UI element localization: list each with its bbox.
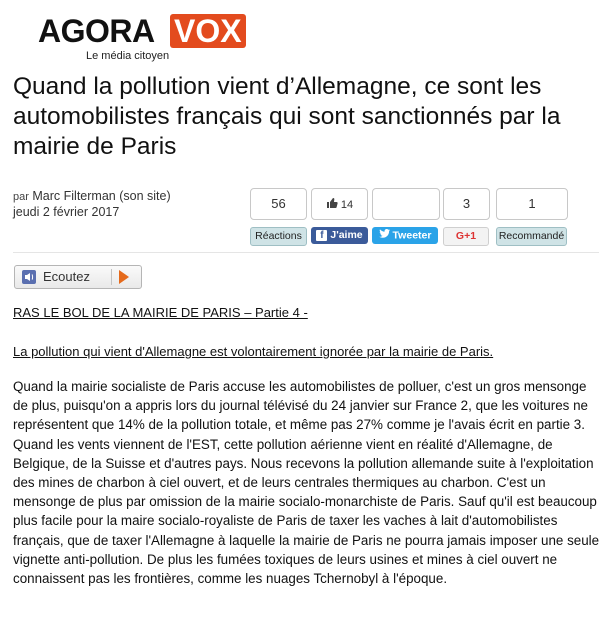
reactions-count[interactable]: 56: [250, 188, 307, 220]
section-subheading: La pollution qui vient d'Allemagne est volontairement ignorée par la mairie de Paris.: [13, 344, 494, 359]
thumbs-up-icon: [326, 190, 338, 220]
gplus-button[interactable]: G+1: [443, 227, 489, 246]
tweet-button[interactable]: [372, 227, 438, 244]
logo-tagline: Le média citoyen: [86, 50, 170, 62]
article-date: jeudi 2 février 2017: [13, 205, 120, 219]
article-title: Quand la pollution vient d’Allemagne, ce sont les automobilistes français qui sont sanctionnés par la mairie de Paris: [13, 73, 561, 160]
listen-button[interactable]: [14, 265, 142, 289]
facebook-like-button[interactable]: [311, 227, 368, 244]
listen-divider: [111, 269, 112, 285]
play-icon[interactable]: [119, 270, 129, 284]
speaker-icon: [22, 270, 36, 284]
listen-label: Ecoutez: [43, 269, 90, 284]
twitter-bird-icon: [379, 227, 390, 244]
article-meta: [13, 189, 171, 220]
reactions-button[interactable]: Réactions: [250, 227, 307, 246]
author-prefix: par: [13, 191, 29, 203]
facebook-icon: f: [316, 230, 327, 241]
logo-agora: AGORA: [38, 13, 155, 49]
author-link[interactable]: Marc Filterman (son site): [32, 189, 171, 203]
likes-count-box[interactable]: [311, 188, 368, 220]
recommended-button[interactable]: Recommandé: [496, 227, 567, 246]
facebook-like-label: J'aime: [330, 229, 363, 241]
article-body: Quand la mairie socialiste de Paris accuse les automobilistes de polluer, c'est un gros mensonge de plus, puisqu'on a appris lors du journal télévisé du 24 janvier sur France 2, que les voitures ne représentent que 14% de la pollution totale, et même pas 27% comme je l'avais écrit en partie 3. Quand les vents viennent de l'EST, cette pollution aérienne vient en réalité d'Allemagne, de Belgique, de la Suisse et d'autres pays. Nous recevons la pollution allemande suite à l'exploitation des mines de charbon à ciel ouvert, et de leurs centrales thermiques au charbon. C'est un mensonge de plus par omission de la mairie socialo-monarchiste de Paris. Sauf qu'il est beaucoup plus facile pour la maire socialo-royaliste de Paris de taxer les vaches à lait d'automobilistes français, que de taxer l'Allemagne à laquelle la mairie de Paris ne pourra jamais imposer une seule vignette anti-pollution. De plus les fumées toxiques de leurs usines et mines à ciel ouvert ne connaissent pas les frontières, comme les nuages Tchernobyl à l'époque.: [13, 379, 600, 587]
tweets-count[interactable]: [372, 188, 440, 220]
divider: [13, 252, 599, 253]
section-heading: RAS LE BOL DE LA MAIRIE DE PARIS – Partie 4 -: [13, 305, 308, 320]
likes-count: 14: [340, 199, 354, 211]
logo-vox: VOX: [170, 14, 246, 48]
recommended-count[interactable]: 1: [496, 188, 568, 220]
gplus-count[interactable]: 3: [443, 188, 490, 220]
tweet-label: Tweeter: [392, 229, 432, 242]
